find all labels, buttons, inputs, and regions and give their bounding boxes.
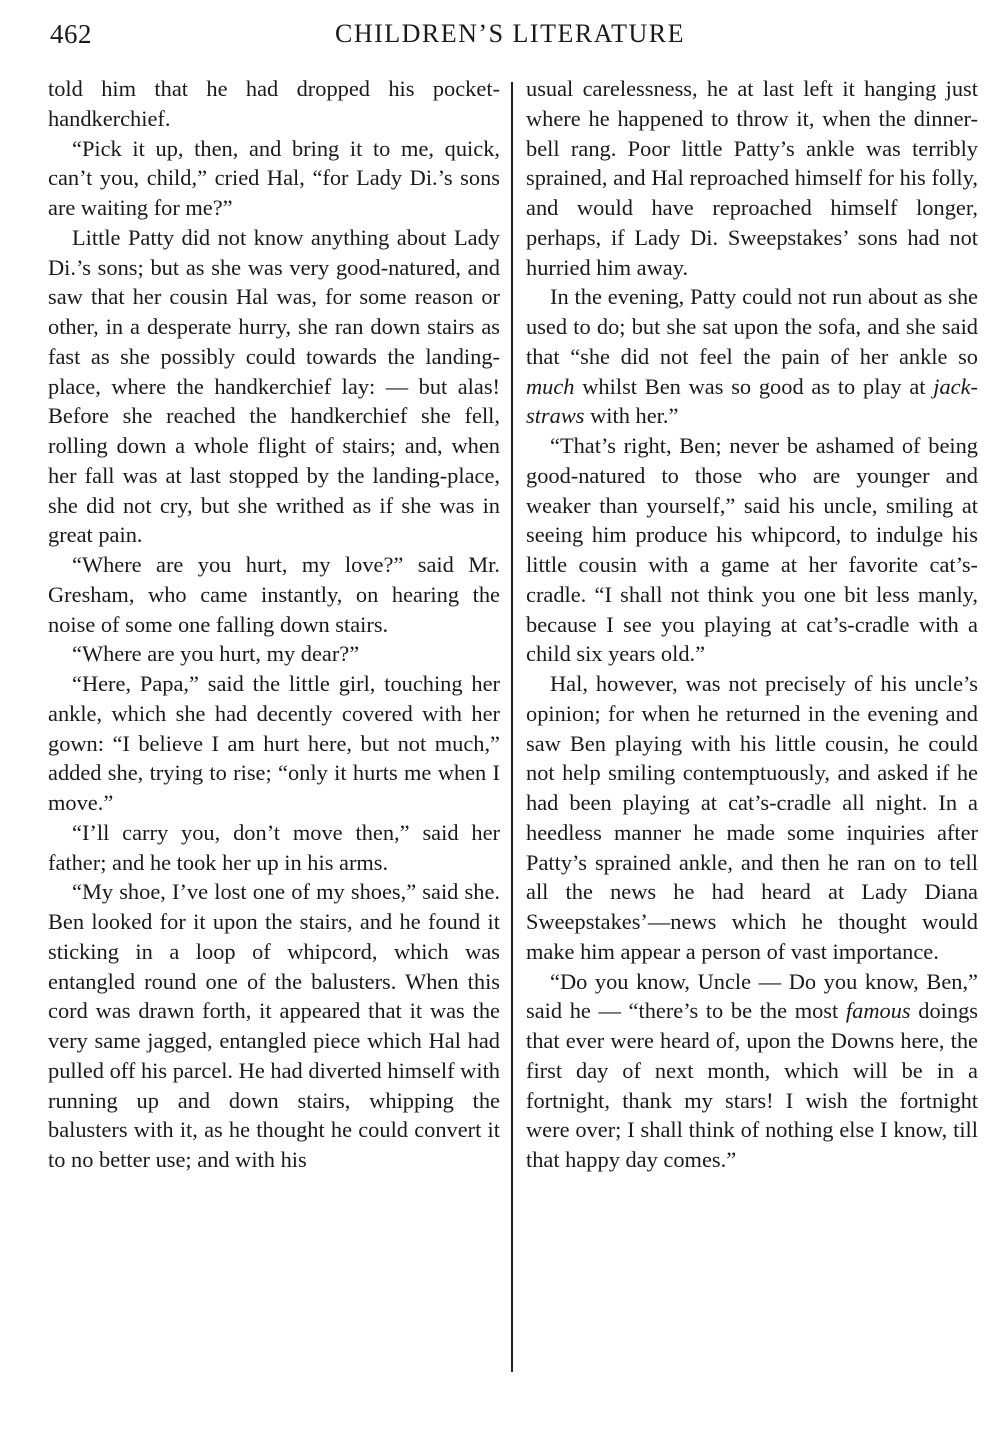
page-number: 462 <box>50 19 92 49</box>
right-column <box>526 74 978 1175</box>
paragraph <box>526 967 978 1175</box>
paragraph: told him that he had dropped his pocket-handkerchief. <box>48 76 500 131</box>
text-run: “Do you know, Uncle — Do you know, Ben,” said he — “there’s to be the most <box>526 968 978 1024</box>
paragraph: “That’s right, Ben; never be ashamed of being good-natured to those who are younger and weaker than yourself,” said his uncle, smiling at seeing him produce his whipcord, to indulge his little cousin with a game at her favorite cat’s-cradle. “I shall not think you one bit less manly, because I see you playing at cat’s-cradle with a child six years old.” <box>526 433 978 667</box>
column-divider <box>511 82 513 1372</box>
text-run: doings that ever were heard of, upon the Downs here, the first day of next month, which will be in a fortnight, thank my stars! I wish the fortnight were over; I shall think of nothing else I know, till that happy day comes.” <box>526 998 978 1172</box>
paragraph: “Here, Papa,” said the little girl, touching her ankle, which she had decently covered with her gown: “I believe I am hurt here, but not much,” added she, trying to rise; “only it hurts me when I move.” <box>48 671 500 815</box>
paragraph: “My shoe, I’ve lost one of my shoes,” said she. Ben looked for it upon the stairs, and he found it sticking in a loop of whipcord, which was entangled round one of the balusters. When this cord was drawn forth, it appeared that it was the very same jagged, entangled piece which Hal had pulled off his parcel. He had diverted himself with running up and down stairs, whipping the balusters with it, as he thought he could convert it to no better use; and with his <box>48 879 500 1172</box>
left-column <box>48 74 500 1175</box>
paragraph: “Pick it up, then, and bring it to me, quick, can’t you, child,” cried Hal, “for Lady Di.’s sons are waiting for me?” <box>48 135 500 220</box>
text-run: with her.” <box>584 403 679 429</box>
text-run: whilst Ben was so good as to play at <box>574 373 934 399</box>
paragraph: “Where are you hurt, my dear?” <box>72 641 360 667</box>
italic-text: famous <box>845 998 911 1024</box>
paragraph: Hal, however, was not precisely of his uncle’s opinion; for when he returned in the evening and saw Ben playing with his little cousin, he could not help smiling contemptuously, and asked if he had been playing at cat’s-cradle all night. In a heedless manner he made some inquiries after Patty’s sprained ankle, and then he ran on to tell all the news he had heard at Lady Diana Sweepstakes’—news which he thought would make him appear a person of vast importance. <box>526 671 978 964</box>
page-header <box>50 16 970 52</box>
running-head: CHILDREN’S LITERATURE <box>335 19 685 48</box>
italic-text: much <box>526 373 575 399</box>
paragraph: “Where are you hurt, my love?” said Mr. Gresham, who came instantly, on hearing the noise of some one falling down stairs. <box>48 552 500 637</box>
text-run: In the evening, Patty could not run about as she used to do; but she sat upon the sofa, and she said that “she did not feel the pain of her ankle so <box>526 284 978 369</box>
paragraph: usual carelessness, he at last left it hanging just where he happened to throw it, when the dinner-bell rang. Poor little Patty’s ankle was terribly sprained, and Hal reproached himself for his folly, and would have reproached himself longer, perhaps, if Lady Di. Sweepstakes’ sons had not hurried him away. <box>526 76 978 280</box>
italic-text: jack-straws <box>526 373 978 429</box>
paragraph: Little Patty did not know anything about Lady Di.’s sons; but as she was very good-natured, and saw that her cousin Hal was, for some reason or other, in a desperate hurry, she ran down stairs as fast as she possibly could towards the landing-place, where the handkerchief lay: — but alas! Before she reached the handkerchief she fell, rolling down a whole flight of stairs; and, when her fall was at last stopped by the landing-place, she did not cry, but she writhed as if she was in great pain. <box>48 224 500 548</box>
paragraph <box>526 282 978 431</box>
paragraph: “I’ll carry you, don’t move then,” said her father; and he took her up in his arms. <box>48 819 500 875</box>
